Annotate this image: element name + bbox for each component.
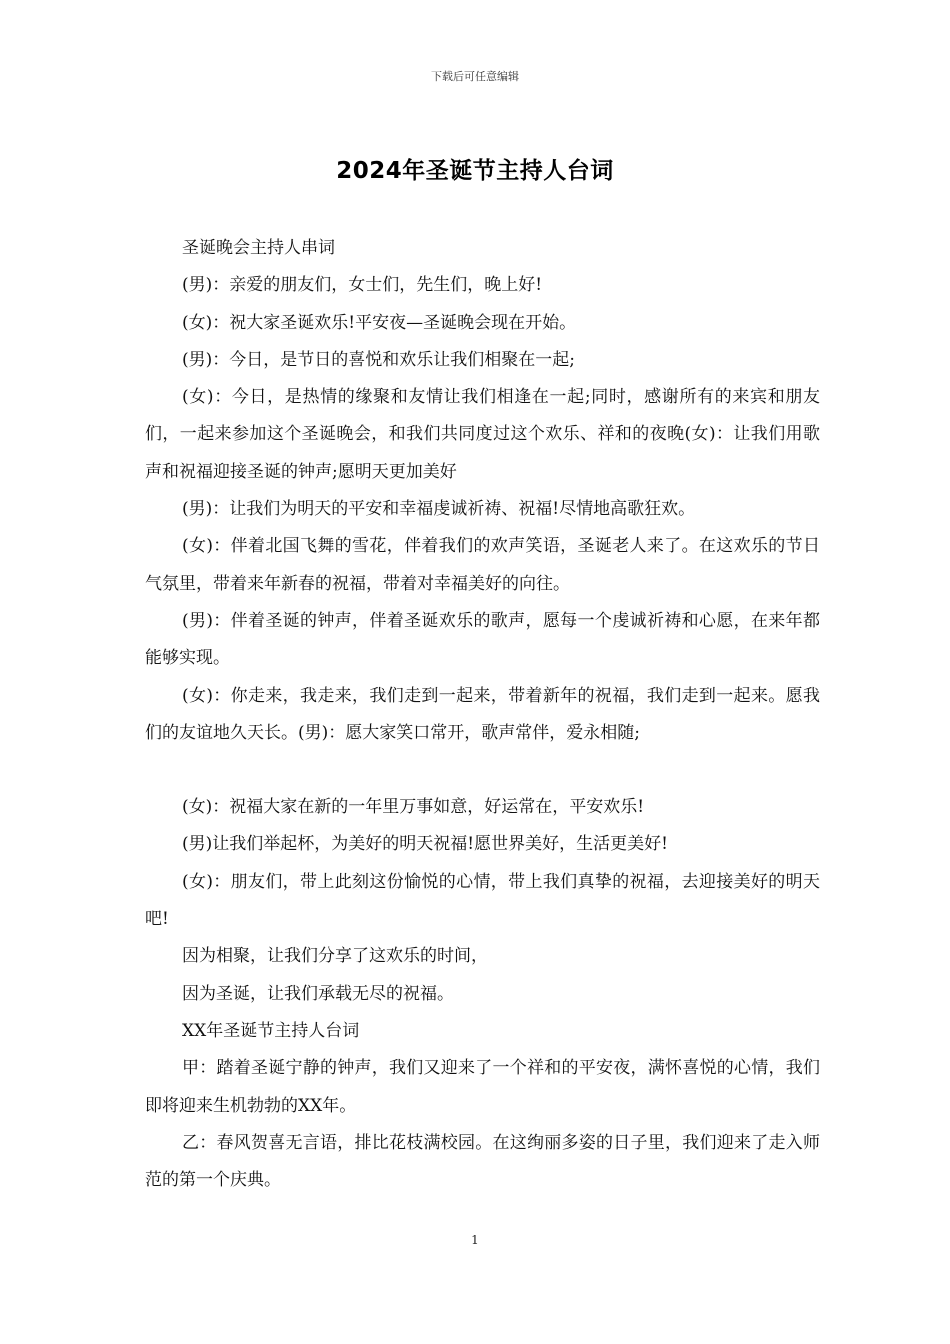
paragraph: (男)：让我们为明天的平安和幸福虔诚祈祷、祝福!尽情地高歌狂欢。 bbox=[182, 499, 696, 520]
paragraph: (女)：伴着北国飞舞的雪花，伴着我们的欢声笑语，圣诞老人来了。在这欢乐的节日气氛里，带着来年新春的祝福，带着对幸福美好的向往。 bbox=[145, 536, 820, 594]
paragraph-section-heading: XX年圣诞节主持人台词 bbox=[182, 1020, 360, 1041]
paragraph: 乙：春风贺喜无言语，排比花枝满校园。在这绚丽多姿的日子里，我们迎来了走入师范的第一个庆典。 bbox=[145, 1132, 820, 1191]
paragraph: (男)：亲爱的朋友们，女士们，先生们，晚上好! bbox=[182, 275, 543, 296]
paragraph: 甲：踏着圣诞宁静的钟声，我们又迎来了一个祥和的平安夜，满怀喜悦的心情，我们即将迎来生机勃勃的XX年。 bbox=[145, 1058, 820, 1116]
paragraph: (女)：朋友们，带上此刻这份愉悦的心情，带上我们真挚的祝福，去迎接美好的明天吧! bbox=[145, 871, 820, 930]
paragraph: (女)：祝福大家在新的一年里万事如意，好运常在，平安欢乐! bbox=[182, 797, 645, 818]
paragraph: (男)让我们举起杯，为美好的明天祝福!愿世界美好，生活更美好! bbox=[182, 834, 668, 855]
document-body bbox=[145, 230, 820, 1199]
paragraph: 因为圣诞，让我们承载无尽的祝福。 bbox=[182, 983, 454, 1004]
paragraph-subtitle: 圣诞晚会主持人串词 bbox=[182, 238, 335, 258]
paragraph: (男)：伴着圣诞的钟声，伴着圣诞欢乐的歌声，愿每一个虔诚祈祷和心愿，在来年都能够实现。 bbox=[145, 610, 820, 669]
header-note: 下载后可任意编辑 bbox=[431, 70, 519, 83]
paragraph: (男)：今日，是节日的喜悦和欢乐让我们相聚在一起; bbox=[182, 349, 575, 370]
document-title: 2024年圣诞节主持人台词 bbox=[336, 158, 614, 184]
blank-line bbox=[145, 752, 820, 789]
paragraph: 因为相聚，让我们分享了这欢乐的时间， bbox=[182, 946, 488, 967]
paragraph: (女)：今日，是热情的缘聚和友情让我们相逢在一起;同时，感谢所有的来宾和朋友们，一起来参加这个圣诞晚会，和我们共同度过这个欢乐、祥和的夜晚(女)：让我们用歌声和祝福迎接圣诞的钟声;愿明天更加美好 bbox=[145, 387, 820, 482]
paragraph: (女)：你走来，我走来，我们走到一起来，带着新年的祝福，我们走到一起来。愿我们的友谊地久天长。(男)：愿大家笑口常开，歌声常伴，爱永相随; bbox=[145, 685, 820, 743]
page-number: 1 bbox=[471, 1233, 479, 1247]
paragraph: (女)：祝大家圣诞欢乐!平安夜—圣诞晚会现在开始。 bbox=[182, 312, 577, 333]
